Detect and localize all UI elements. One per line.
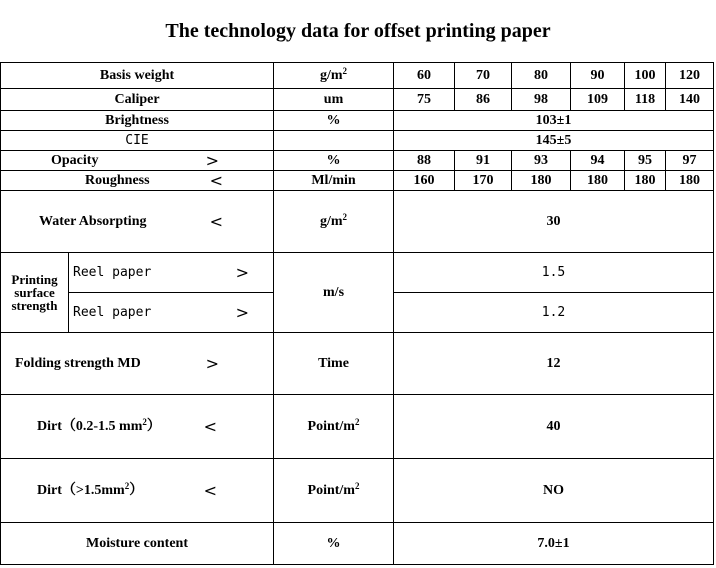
greater-than-icon: > [205, 353, 220, 373]
table-cell: 86 [455, 89, 512, 111]
water-value: 30 [394, 191, 714, 253]
table-cell: 80 [512, 63, 571, 89]
dirt-large-unit: Point/$m^2$ [274, 459, 394, 523]
table-cell: 60 [394, 63, 455, 89]
table-row [1, 63, 714, 89]
reel-paper-label: Reel paper [73, 265, 152, 280]
dirt-label: Dirt（0.2-1.5 $mm^2$） [37, 416, 161, 434]
greater-than-icon: > [205, 150, 220, 170]
basis-weight-unit: $g/m^2$ [274, 63, 394, 89]
table-row [1, 333, 714, 395]
table-cell: 91 [455, 151, 512, 171]
dirt-unit: Point/$m^2$ [274, 395, 394, 459]
dirt-label-cell [1, 395, 274, 459]
folding-value: 12 [394, 333, 714, 395]
brightness-unit: % [274, 111, 394, 131]
basis-weight-label: Basis weight [1, 63, 274, 89]
brightness-value: 103±1 [394, 111, 714, 131]
table-cell: 88 [394, 151, 455, 171]
folding-unit: Time [274, 333, 394, 395]
table-row [1, 151, 714, 171]
table-cell: 180 [666, 171, 714, 191]
table-row [1, 89, 714, 111]
printing-unit: m/s [274, 253, 394, 333]
table-row [1, 171, 714, 191]
table-row [1, 523, 714, 565]
table-cell: 95 [625, 151, 666, 171]
table-row [1, 131, 714, 151]
roughness-label-cell [1, 171, 274, 191]
cie-value: 145±5 [394, 131, 714, 151]
caliper-unit: um [274, 89, 394, 111]
less-than-icon: < [203, 480, 218, 500]
table-cell: 97 [666, 151, 714, 171]
table-row [1, 191, 714, 253]
table-cell: 180 [512, 171, 571, 191]
less-than-icon: < [203, 416, 218, 436]
caliper-label: Caliper [1, 89, 274, 111]
table-cell: 170 [455, 171, 512, 191]
table-cell: 118 [625, 89, 666, 111]
water-label-cell [1, 191, 274, 253]
table-cell: 93 [512, 151, 571, 171]
table-cell: 100 [625, 63, 666, 89]
opacity-unit: % [274, 151, 394, 171]
table-cell: 75 [394, 89, 455, 111]
table-row [1, 111, 714, 131]
reel-paper-label: Reel paper [73, 305, 152, 320]
table-cell: 70 [455, 63, 512, 89]
less-than-icon: < [209, 170, 224, 190]
dirt-value: 40 [394, 395, 714, 459]
moisture-label: Moisture content [1, 523, 274, 565]
printing-strength-label: Printing surface strength [1, 253, 69, 333]
folding-label-cell [1, 333, 274, 395]
opacity-label-cell [1, 151, 274, 171]
cie-unit [274, 131, 394, 151]
table-cell: 160 [394, 171, 455, 191]
moisture-unit: % [274, 523, 394, 565]
table-cell: 140 [666, 89, 714, 111]
reel-paper-value: 1.2 [394, 293, 714, 333]
roughness-label: Roughness [85, 172, 150, 188]
table-cell: 180 [571, 171, 625, 191]
page-title: The technology data for offset printing paper [165, 19, 551, 42]
table-row [1, 459, 714, 523]
reel-paper-cell [69, 253, 274, 293]
less-than-icon: < [209, 211, 224, 231]
opacity-label: Opacity [51, 152, 99, 168]
dirt-large-label: $Dirt(>1.5mm^2)$ [37, 480, 144, 498]
table-cell: 180 [625, 171, 666, 191]
cie-label: CIE [1, 131, 274, 151]
greater-than-icon: > [235, 262, 250, 282]
brightness-label: Brightness [1, 111, 274, 131]
greater-than-icon: > [235, 302, 250, 322]
table-cell: 120 [666, 63, 714, 89]
folding-strength-label: Folding strength MD [15, 355, 141, 371]
reel-paper-cell [69, 293, 274, 333]
table-row [1, 253, 714, 293]
table-row [1, 395, 714, 459]
table-cell: 94 [571, 151, 625, 171]
water-unit: $g/m^2$ [274, 191, 394, 253]
table-cell: 109 [571, 89, 625, 111]
roughness-unit: Ml/min [274, 171, 394, 191]
water-absorpting-label: Water Absorpting [39, 213, 147, 229]
reel-paper-value: 1.5 [394, 253, 714, 293]
dirt-large-label-cell [1, 459, 274, 523]
table-cell: 90 [571, 63, 625, 89]
moisture-value: 7.0±1 [394, 523, 714, 565]
tech-data-table-body [0, 62, 714, 565]
dirt-large-value: NO [394, 459, 714, 523]
table-cell: 98 [512, 89, 571, 111]
